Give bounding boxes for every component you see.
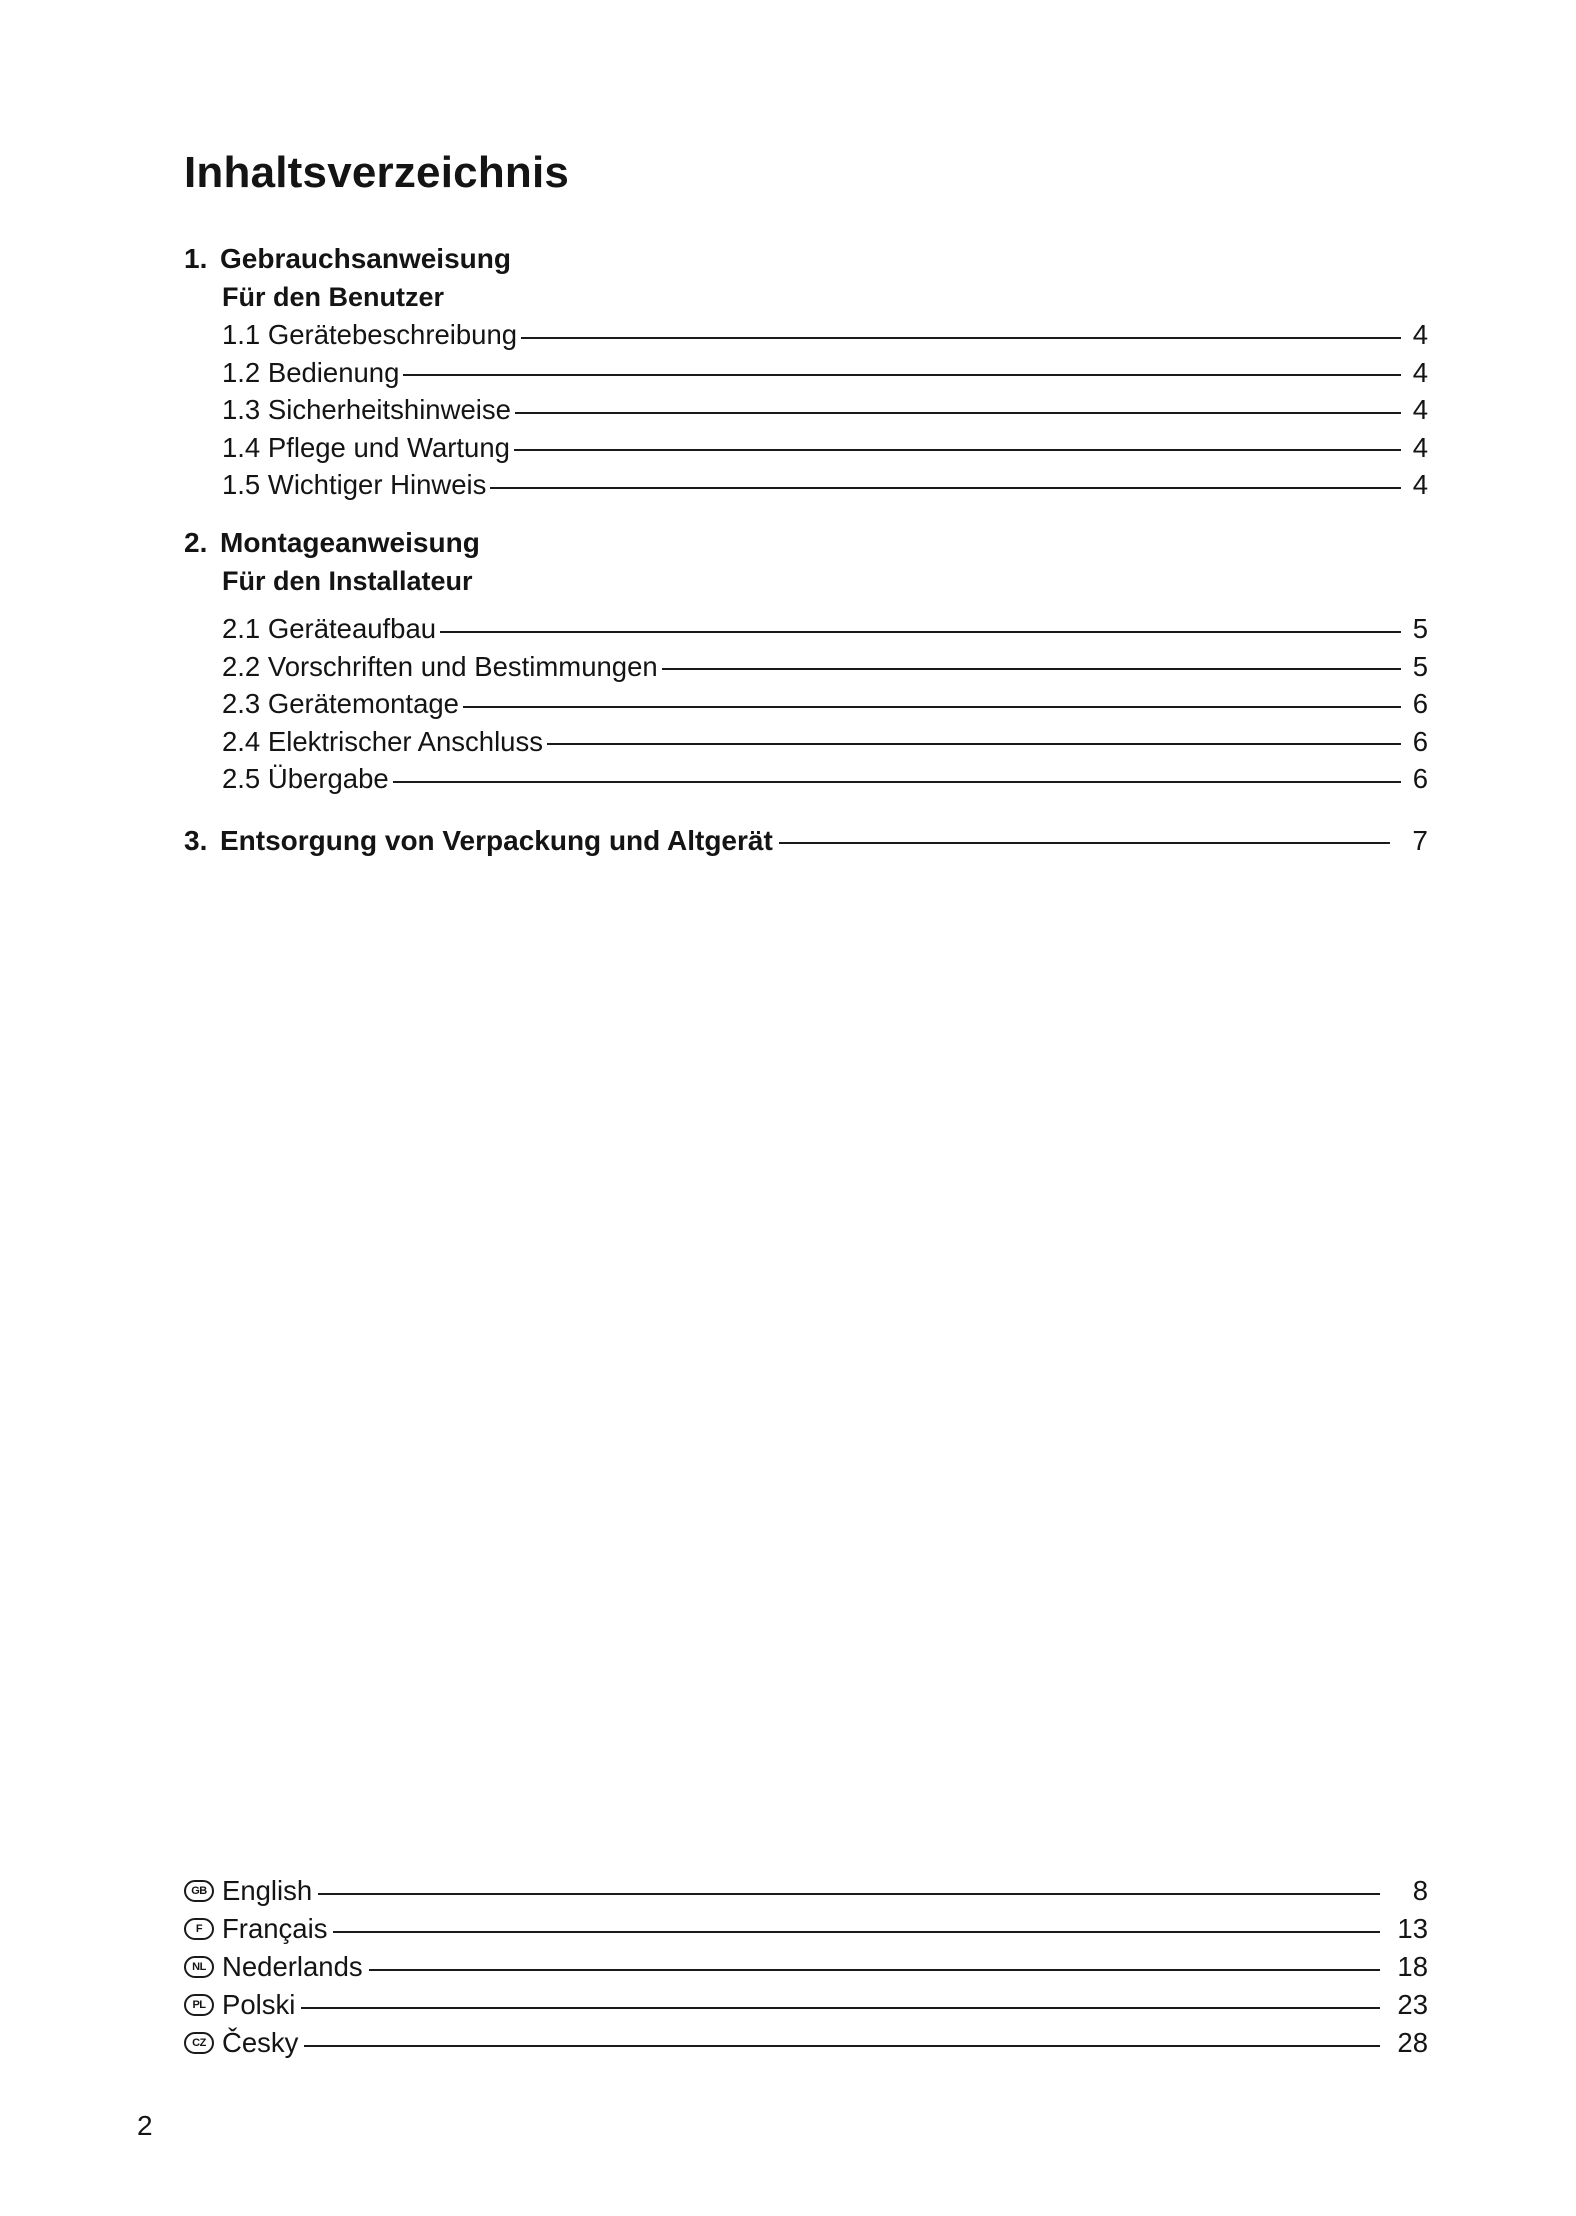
toc-entry-label: 1.1 Gerätebeschreibung (222, 319, 518, 350)
toc-entry[interactable] (184, 429, 1428, 467)
language-label: Français (222, 1913, 328, 1944)
leader-line (521, 337, 1401, 339)
language-entry[interactable] (184, 2024, 1428, 2062)
language-label: Česky (222, 2027, 299, 2058)
country-badge-icon: PL (184, 1994, 214, 2016)
toc-entry[interactable] (184, 610, 1428, 648)
toc-entry-page: 6 (1412, 725, 1428, 757)
section-heading (184, 240, 1428, 278)
leader-line (515, 412, 1401, 414)
toc-entry[interactable] (184, 648, 1428, 686)
leader-line (301, 2007, 1380, 2009)
toc-section-1 (184, 240, 1428, 504)
toc-entry-label: 1.4 Pflege und Wartung (222, 431, 510, 463)
toc-entry[interactable] (184, 822, 1428, 860)
toc-entry[interactable] (184, 354, 1428, 392)
language-page: 28 (1397, 2027, 1428, 2058)
leader-line (463, 706, 1401, 708)
leader-line (393, 781, 1401, 783)
toc-entry-page: 4 (1412, 394, 1428, 425)
toc-entry-page: 5 (1412, 650, 1428, 682)
country-badge-icon: GB (184, 1880, 214, 1902)
language-label: Polski (222, 1989, 296, 2020)
toc-entry[interactable] (184, 723, 1428, 761)
toc-entry[interactable] (184, 685, 1428, 723)
language-entry[interactable] (184, 1986, 1428, 2024)
section-number: 3. (184, 825, 208, 856)
toc-entry-page: 7 (1412, 825, 1428, 856)
language-page: 13 (1397, 1913, 1428, 1944)
leader-line (318, 1893, 1380, 1895)
section-subheading: Für den Benutzer (222, 282, 445, 312)
section-heading (184, 524, 1428, 562)
leader-line (369, 1969, 1380, 1971)
toc-section-2 (184, 524, 1428, 798)
toc-entry-label: 2.1 Geräteaufbau (222, 613, 437, 644)
toc-entry[interactable] (184, 316, 1428, 354)
section-subheading: Für den Installateur (222, 566, 473, 596)
section-title: Entsorgung von Verpackung und Altgerät (220, 825, 773, 856)
toc-entry-label: 2.5 Übergabe (222, 763, 389, 794)
toc-entry[interactable] (184, 760, 1428, 798)
toc-entry-page: 4 (1412, 319, 1428, 350)
toc-entry-label: 1.5 Wichtiger Hinweis (222, 469, 487, 500)
language-entry[interactable] (184, 1872, 1428, 1910)
toc-entry-page: 4 (1412, 356, 1428, 388)
toc-entry-page: 4 (1412, 469, 1428, 500)
toc-entry[interactable] (184, 466, 1428, 504)
page-title: Inhaltsverzeichnis (184, 148, 570, 197)
toc-entry-label: 2.3 Gerätemontage (222, 688, 459, 719)
page-number: 2 (137, 2110, 153, 2141)
language-entry[interactable] (184, 1948, 1428, 1986)
leader-line (304, 2045, 1380, 2047)
language-entry[interactable] (184, 1910, 1428, 1948)
leader-line (547, 743, 1401, 745)
toc-entry[interactable] (184, 391, 1428, 429)
language-label: English (222, 1875, 313, 1906)
country-badge-icon: F (184, 1918, 214, 1940)
leader-line (514, 449, 1401, 451)
language-page: 8 (1412, 1875, 1428, 1906)
language-page: 18 (1397, 1951, 1428, 1982)
country-badge-icon: CZ (184, 2032, 214, 2054)
toc-entry-label: 2.4 Elektrischer Anschluss (222, 725, 543, 757)
language-label: Nederlands (222, 1951, 363, 1982)
leader-line (779, 842, 1390, 844)
toc-entry-label: 1.2 Bedienung (222, 356, 400, 388)
country-badge-icon: NL (184, 1956, 214, 1978)
toc-entry-page: 5 (1412, 613, 1428, 644)
toc-entry-page: 4 (1412, 431, 1428, 463)
leader-line (333, 1931, 1380, 1933)
leader-line (440, 631, 1401, 633)
section-title: Gebrauchsanweisung (220, 243, 511, 274)
toc-entry-label: 1.3 Sicherheitshinweise (222, 394, 511, 425)
language-page: 23 (1397, 1989, 1428, 2020)
section-number: 1. (184, 243, 208, 274)
section-title: Montageanweisung (220, 527, 480, 558)
leader-line (403, 374, 1401, 376)
toc-section-3 (184, 822, 1428, 860)
toc-entry-page: 6 (1412, 688, 1428, 719)
toc-entry-page: 6 (1412, 763, 1428, 794)
toc-entry-label: 2.2 Vorschriften und Bestimmungen (222, 650, 658, 682)
leader-line (662, 668, 1401, 670)
section-number: 2. (184, 527, 208, 558)
language-index (184, 1872, 1428, 2062)
leader-line (490, 487, 1401, 489)
